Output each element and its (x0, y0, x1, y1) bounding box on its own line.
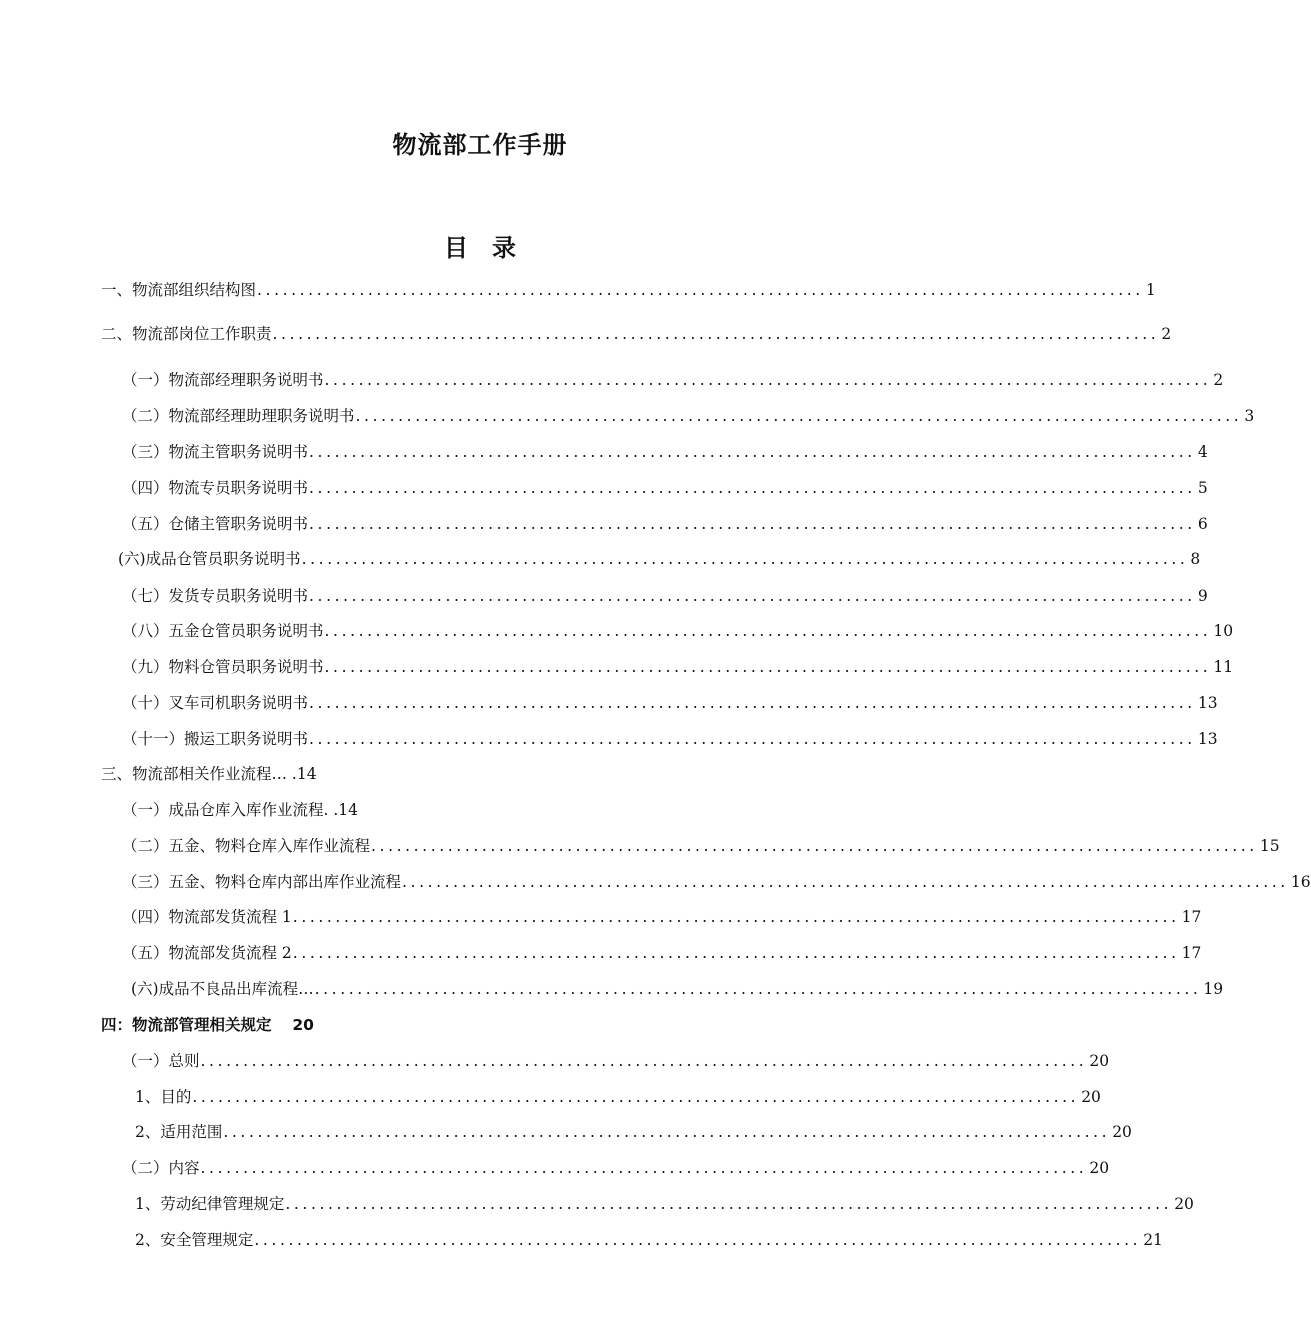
toc-leader: ........................................................................................................ (292, 908, 1180, 926)
toc-leader: ........................................................................................................ (309, 515, 1196, 533)
toc-leader: ........................................................................................................ (309, 587, 1196, 605)
toc-leader: ........................................................................................................ (200, 1159, 1088, 1177)
toc-entry-page: 15 (1259, 837, 1280, 855)
toc-entry-page: 6 (1197, 515, 1208, 533)
toc-entry[interactable] (118, 549, 1201, 569)
toc-heading: 目 录 (444, 234, 516, 262)
toc-entry-title: （一）总则 (122, 1052, 200, 1070)
toc-entry-page: 20 (1081, 1088, 1101, 1106)
toc-entry[interactable] (122, 621, 1234, 641)
toc-leader: ........................................................................................................ (285, 1195, 1173, 1213)
toc-entry-page: 21 (1143, 1231, 1163, 1249)
toc-entry[interactable] (122, 406, 1255, 426)
toc-entry-title: （三）五金、物料仓库内部出库作业流程 (122, 873, 402, 891)
toc-entry[interactable] (122, 693, 1218, 713)
toc-entry-page: 5 (1197, 479, 1208, 497)
toc-entry[interactable] (122, 836, 1280, 856)
toc-entry-page: 17 (1181, 908, 1202, 926)
toc-entry-page: 11 (1213, 658, 1234, 676)
toc-entry-page: 13 (1197, 730, 1218, 748)
toc-entry[interactable] (122, 872, 1311, 892)
toc-entry-page: 1 (1145, 281, 1156, 299)
toc-entry-title: （四）物流专员职务说明书 (122, 479, 309, 497)
toc-leader: ........................................................................................................ (402, 873, 1289, 891)
toc-entry-page: 20 (1089, 1052, 1110, 1070)
toc-entry-page: 16 (1290, 873, 1311, 891)
toc-entry[interactable] (101, 764, 317, 784)
toc-entry[interactable] (122, 1051, 1110, 1071)
toc-entry-title: 二、物流部岗位工作职责 (101, 325, 272, 343)
toc-entry[interactable] (122, 800, 358, 820)
toc-entry-page: 4 (1197, 443, 1208, 461)
toc-leader: ........................................................................................................ (272, 325, 1160, 343)
toc-entry[interactable] (135, 1230, 1163, 1250)
toc-entry-page: 10 (1213, 622, 1234, 640)
toc-leader: ........................................................................................................ (292, 944, 1180, 962)
toc-entry-page: 9 (1197, 587, 1208, 605)
toc-leader: ........................................................................................................ (309, 479, 1196, 497)
toc-entry[interactable] (135, 1194, 1194, 1214)
toc-entry-title: （十）叉车司机职务说明书 (122, 694, 309, 712)
toc-leader: ........................................................................................................ (355, 407, 1243, 425)
toc-entry-title: 三、物流部相关作业流程… .14 (101, 765, 317, 783)
toc-entry-title: 一、物流部组织结构图 (101, 281, 257, 299)
toc-entry-title: (六)成品仓管员职务说明书 (118, 550, 301, 568)
toc-entry-title: （十一）搬运工职务说明书 (122, 730, 309, 748)
toc-entry[interactable] (101, 324, 1172, 344)
toc-entry[interactable] (122, 586, 1208, 606)
toc-leader: ........................................................................................................ (200, 1052, 1088, 1070)
toc-leader: ........................................................................................................ (324, 658, 1212, 676)
toc-entry-title: （五）物流部发货流程 2 (122, 944, 292, 962)
toc-entry[interactable] (122, 442, 1208, 462)
toc-leader: ........................................................................................................ (324, 371, 1212, 389)
toc-entry[interactable] (122, 370, 1224, 390)
toc-entry-title: （一）成品仓库入库作业流程. .14 (122, 801, 359, 819)
toc-entry-page: 3 (1244, 407, 1255, 425)
toc-leader: ........................................................................................................ (309, 694, 1196, 712)
toc-entry-title: 1、劳动纪律管理规定 (135, 1195, 285, 1213)
toc-entry-page: 20 (1089, 1159, 1110, 1177)
toc-leader: ........................................................................................................ (192, 1088, 1080, 1106)
toc-entry[interactable] (101, 1015, 314, 1035)
toc-entry-title: (六)成品不良品出库流程… (131, 980, 314, 998)
toc-leader: ........................................................................................................ (309, 730, 1196, 748)
toc-entry[interactable] (135, 1087, 1101, 1107)
toc-entry[interactable] (122, 1158, 1110, 1178)
toc-entry[interactable] (135, 1122, 1132, 1142)
document-title: 物流部工作手册 (392, 131, 568, 159)
toc-entry-page: 2 (1213, 371, 1224, 389)
toc-entry-page: 20 (1112, 1123, 1132, 1141)
toc-entry-page: 19 (1203, 980, 1224, 998)
toc-entry-title: （二）内容 (122, 1159, 200, 1177)
toc-entry-title: （四）物流部发货流程 1 (122, 908, 292, 926)
toc-entry[interactable] (101, 280, 1156, 300)
toc-entry[interactable] (122, 657, 1234, 677)
toc-entry[interactable] (131, 979, 1224, 999)
toc-entry-title: （一）物流部经理职务说明书 (122, 371, 324, 389)
toc-entry-page: 17 (1181, 944, 1202, 962)
toc-leader: ........................................................................................................ (257, 281, 1144, 299)
toc-leader: ........................................................................................................ (324, 622, 1212, 640)
toc-leader: ........................................................................................................ (371, 837, 1258, 855)
toc-entry-title: （九）物料仓管员职务说明书 (122, 658, 324, 676)
toc-entry-title: （五）仓储主管职务说明书 (122, 515, 309, 533)
toc-entry[interactable] (122, 729, 1218, 749)
toc-entry[interactable] (122, 514, 1208, 534)
toc-entry-page: 2 (1161, 325, 1172, 343)
toc-entry-title: （二）五金、物料仓库入库作业流程 (122, 837, 371, 855)
toc-entry-title: 1、目的 (135, 1088, 192, 1106)
toc-entry-page: 20 (1174, 1195, 1194, 1213)
toc-leader: ........................................................................................................ (301, 550, 1189, 568)
toc-entry-title: （八）五金仓管员职务说明书 (122, 622, 324, 640)
toc-entry[interactable] (122, 943, 1202, 963)
toc-entry[interactable] (122, 478, 1208, 498)
toc-leader: ........................................................................................................ (309, 443, 1196, 461)
toc-entry-page: 13 (1197, 694, 1218, 712)
toc-entry-title: （三）物流主管职务说明书 (122, 443, 309, 461)
toc-entry-title: 2、安全管理规定 (135, 1231, 254, 1249)
toc-leader: ........................................................................................................ (254, 1231, 1142, 1249)
toc-entry-title: （七）发货专员职务说明书 (122, 587, 309, 605)
toc-entry-title: 2、适用范围 (135, 1123, 223, 1141)
toc-entry-title: （二）物流部经理助理职务说明书 (122, 407, 355, 425)
toc-leader: ........................................................................................................ (314, 980, 1202, 998)
toc-entry-page: 8 (1190, 550, 1201, 568)
toc-leader: ........................................................................................................ (223, 1123, 1111, 1141)
toc-entry-title: 四：物流部管理相关规定 20 (101, 1016, 314, 1034)
toc-entry[interactable] (122, 907, 1202, 927)
